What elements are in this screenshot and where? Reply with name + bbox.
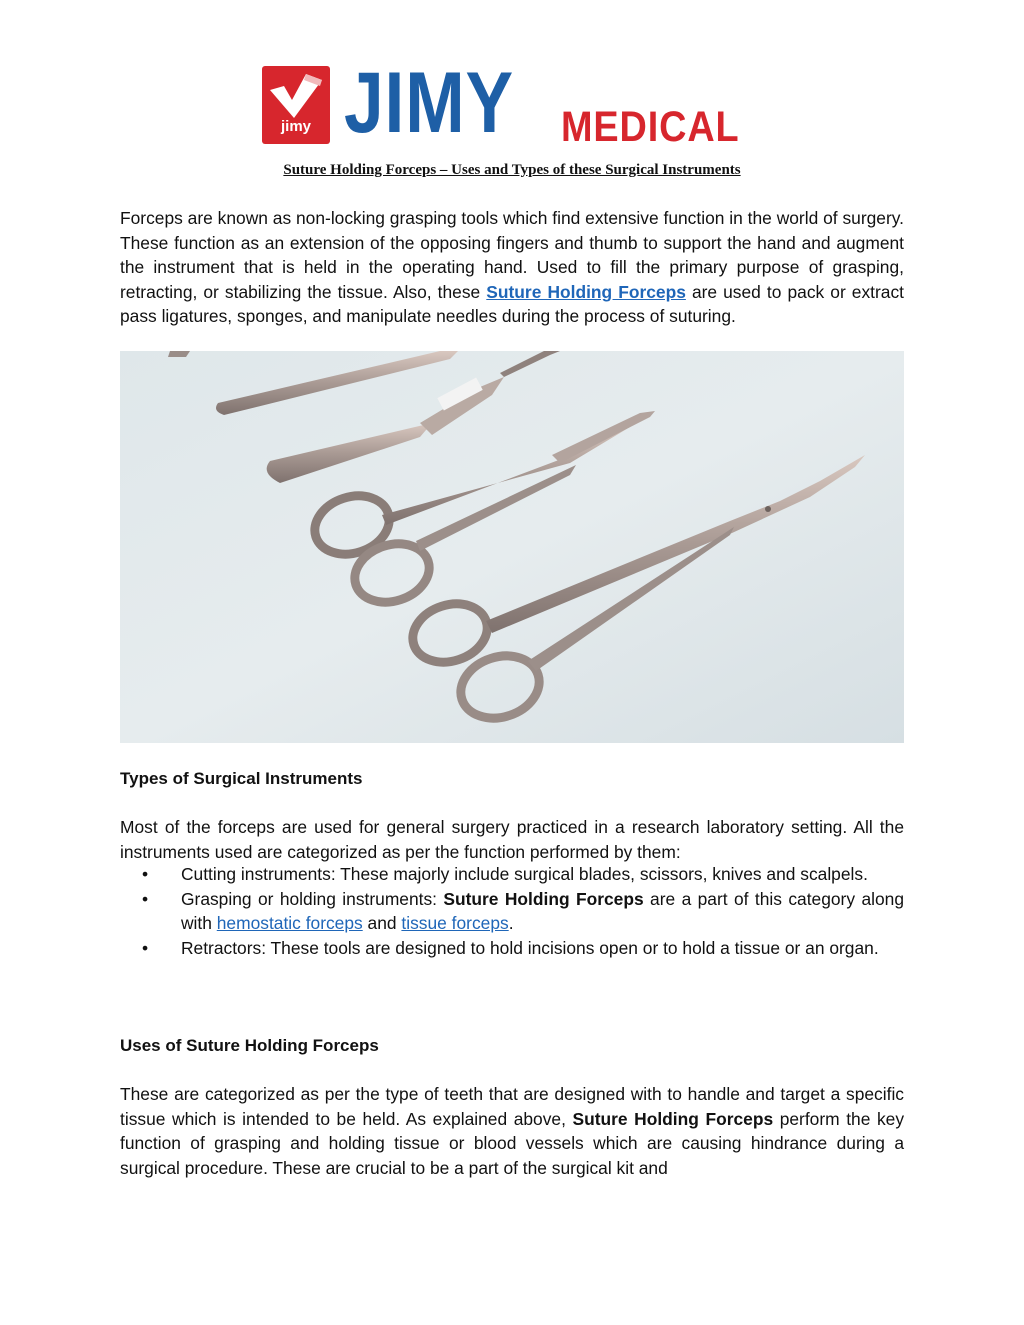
types-heading: Types of Surgical Instruments [120, 769, 363, 788]
jimy-logo-mark [262, 66, 330, 144]
bullet-icon: • [142, 888, 149, 909]
intro-paragraph [120, 206, 904, 329]
grasping-end: . [508, 913, 514, 934]
uses-text-before: These are categorized as per the type of teeth that are designed with to handle and target a specific tissue which is intended to be held. As explained above, [120, 1084, 904, 1129]
suture-holding-forceps-link[interactable]: Suture Holding Forceps [486, 281, 686, 302]
retractors-text: Retractors: These tools are designed to hold incisions open or to hold a tissue or an organ. [181, 937, 879, 958]
grasping-bold: Suture Holding Forceps [443, 888, 644, 909]
bullet-icon: • [142, 864, 149, 884]
intro-text-before: Forceps are known as non-locking grasping tools which find extensive function in the world of surgery. These function as an extension of the opposing fingers and thumb to support the hand and augment the instrument that is held in the operating hand. Used to fill the primary purpose of grasping, retracting, or stabilizing the tissue. Also, these [120, 208, 904, 302]
logo-brand-text: JIMY [344, 55, 514, 151]
grasping-and: and [362, 913, 402, 934]
document-title: Suture Holding Forceps – Uses and Types of these Surgical Instruments [283, 162, 741, 178]
hemostatic-forceps-link[interactable]: hemostatic forceps [216, 913, 363, 934]
list-item-retractors [120, 936, 904, 961]
list-item-grasping [120, 887, 904, 936]
uses-paragraph [120, 1082, 904, 1180]
surgical-instruments-photo [120, 351, 904, 743]
instrument-types-list [120, 862, 904, 960]
jimy-medical-logo [262, 55, 762, 151]
bullet-icon: • [142, 937, 149, 958]
grasping-prefix: Grasping or holding instruments: [181, 888, 444, 909]
uses-text-after: perform the key function of grasping and holding tissue or blood vessels which are causing hindrance during a surgical procedure. These are crucial to be a part of the surgical kit and [120, 1108, 905, 1178]
tissue-forceps-link[interactable]: tissue forceps [401, 913, 509, 934]
uses-bold: Suture Holding Forceps [572, 1108, 774, 1129]
logo-mark-text: jimy [280, 118, 311, 135]
cutting-text: Cutting instruments: These majorly include surgical blades, scissors, knives and scalpels. [181, 864, 868, 884]
types-paragraph: Most of the forceps are used for general surgery practiced in a research laboratory setting. All the instruments used are categorized as per the function performed by them: [120, 817, 904, 862]
uses-heading: Uses of Suture Holding Forceps [120, 1036, 379, 1055]
logo-tagline-text: MEDICAL [561, 103, 740, 151]
list-item-cutting [120, 862, 904, 887]
grasping-mid: are a part of this category along with [181, 888, 904, 934]
intro-text-after: are used to pack or extract pass ligatures, sponges, and manipulate needles during the process of suturing. [120, 281, 905, 327]
